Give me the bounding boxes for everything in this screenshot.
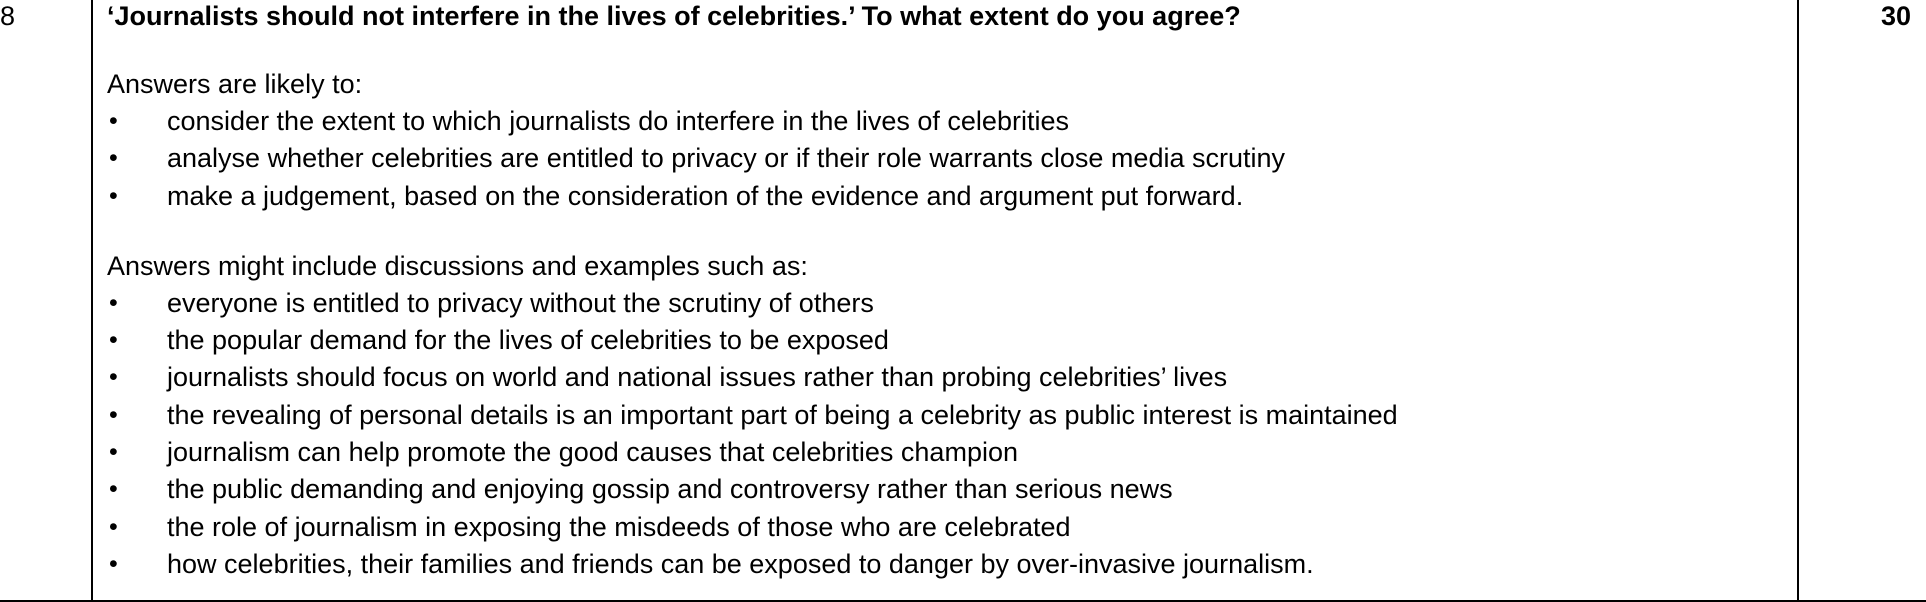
bullet-icon: • [109,512,118,541]
list-item: • journalists should focus on world and national issues rather than probing celebrities’ lives [107,359,1787,396]
bullet-icon: • [109,475,118,504]
question-number: 8 [0,1,16,31]
list-item: • analyse whether celebrities are entitled to privacy or if their role warrants close media scrutiny [107,140,1787,177]
likely-bullet-list [107,103,1787,215]
bullet-icon: • [109,181,118,210]
bullet-icon: • [109,400,118,429]
bullet-icon: • [109,438,118,467]
likely-intro: Answers are likely to: [107,69,363,99]
list-item: • journalism can help promote the good causes that celebrities champion [107,434,1787,471]
bullet-icon: • [109,288,118,317]
list-item: • everyone is entitled to privacy without the scrutiny of others [107,285,1787,322]
list-item: • the public demanding and enjoying gossip and controversy rather than serious news [107,471,1787,508]
list-item: • make a judgement, based on the consideration of the evidence and argument put forward. [107,178,1787,215]
list-item: • consider the extent to which journalists do interfere in the lives of celebrities [107,103,1787,140]
list-item: • the role of journalism in exposing the misdeeds of those who are celebrated [107,509,1787,546]
might-include-intro: Answers might include discussions and examples such as: [107,250,808,281]
list-item: • how celebrities, their families and friends can be exposed to danger by over-invasive journalism. [107,546,1787,583]
bullet-icon: • [109,144,118,173]
question-text: ‘Journalists should not interfere in the lives of celebrities.’ To what extent do you agree? [107,1,1241,31]
answer-guidance-cell [107,0,1787,583]
column-divider-left [91,0,93,602]
might-include-bullet-list [107,285,1787,583]
column-divider-right [1797,0,1799,602]
bullet-icon: • [109,363,118,392]
list-item: • the revealing of personal details is an important part of being a celebrity as public interest is maintained [107,397,1787,434]
bullet-icon: • [109,549,118,578]
list-item: • the popular demand for the lives of celebrities to be exposed [107,322,1787,359]
bullet-icon: • [109,326,118,355]
marks-value: 30 [1880,1,1911,31]
bullet-icon: • [109,107,118,135]
